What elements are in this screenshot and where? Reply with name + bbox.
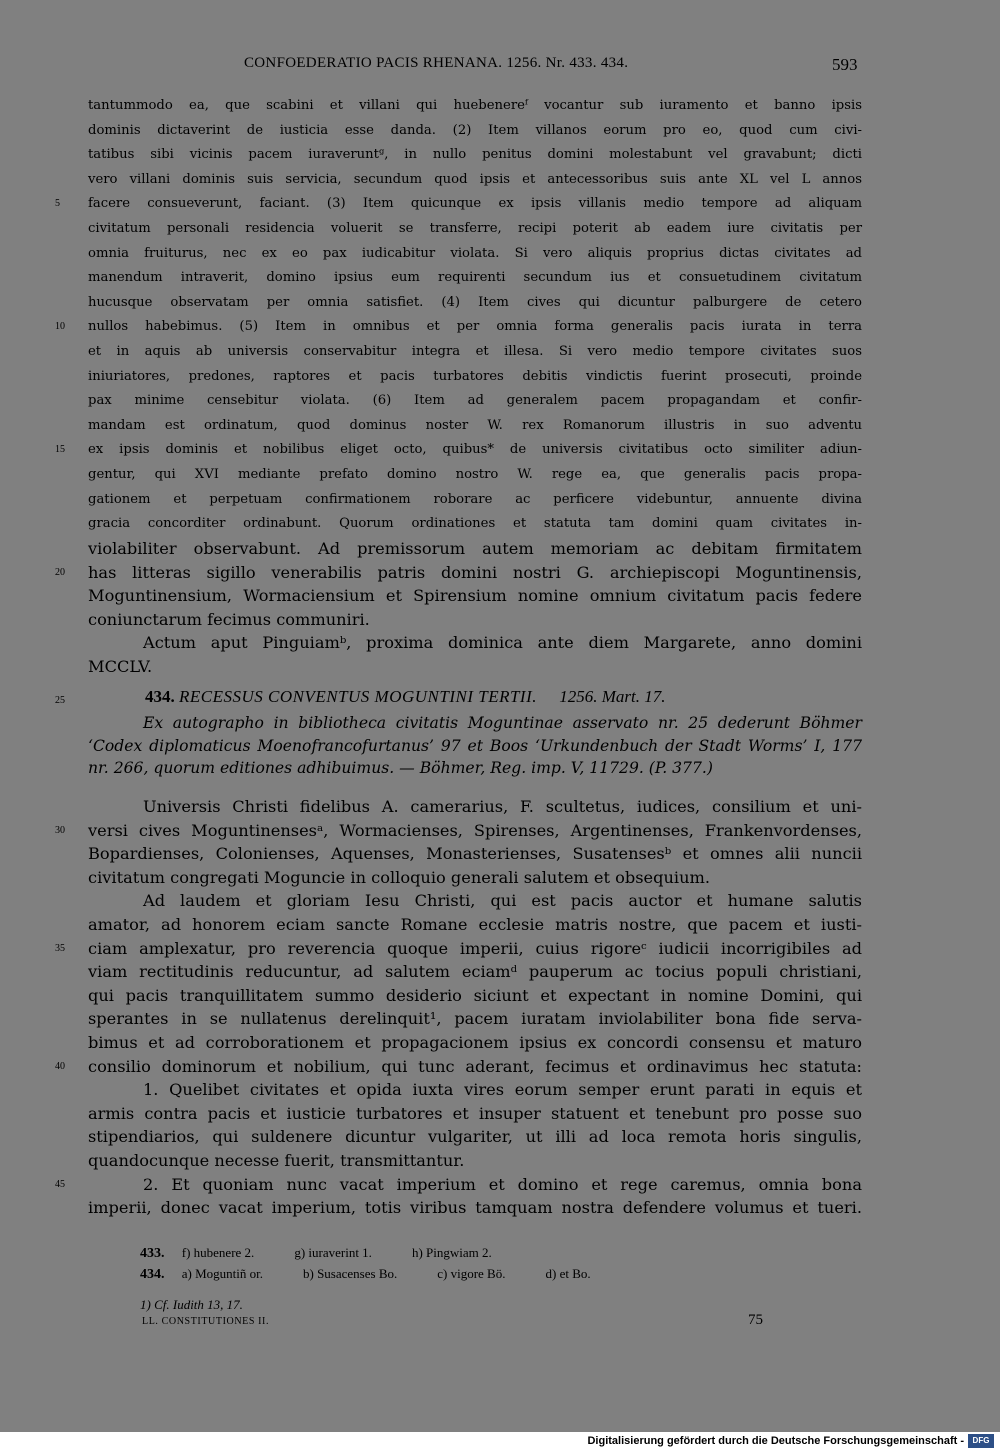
doc-434-text <box>55 795 862 1220</box>
signature-number: 75 <box>748 1312 763 1328</box>
body-line <box>88 217 862 242</box>
body-line <box>55 819 862 843</box>
body-line <box>88 795 862 819</box>
source-note <box>88 712 862 780</box>
footnotes-433 <box>140 1242 840 1263</box>
body-line <box>88 842 862 866</box>
line-text: ciam amplexatur, pro reverencia quoque imperii, cuius rigoreᶜ iudicii incorrigibiles ad <box>88 938 862 958</box>
body-line <box>88 512 862 537</box>
line-text: amator, ad honorem eciam sancte Romane ecclesie matris nostre, que pacem et iusti- <box>88 914 862 934</box>
body-line <box>88 266 862 291</box>
doc-433-closing <box>55 537 862 679</box>
body-line <box>55 438 862 463</box>
body-line <box>88 584 862 608</box>
body-line <box>88 463 862 488</box>
line-number: 35 <box>55 942 65 954</box>
line-text: gationem et perpetuam confirmationem roborare ac perficere videbuntur, annuente divina <box>88 491 862 507</box>
footnotes-434 <box>140 1263 840 1284</box>
body-line <box>88 889 862 913</box>
line-text: Moguntinensium, Wormaciensium et Spirensium nomine omnium civitatum pacis federe <box>88 586 862 606</box>
footnote-doc-label: 434. <box>140 1267 165 1282</box>
body-line <box>55 315 862 340</box>
footnote-item: b) Susacenses Bo. <box>303 1266 398 1281</box>
line-text: 1. Quelibet civitates et opida iuxta vires eorum semper erunt parati in equis et <box>143 1080 862 1100</box>
line-text: Ad laudem et gloriam Iesu Christi, qui est pacis auctor et humane salutis <box>143 891 862 911</box>
doc-number: 434. <box>145 687 175 706</box>
line-number: 30 <box>55 824 65 836</box>
line-text: manendum intraverit, domino ipsius eum requirenti secundum ius et consuetudinem civitatum <box>88 270 862 286</box>
body-line <box>55 937 862 961</box>
body-line <box>88 537 862 561</box>
line-number: 15 <box>55 444 65 456</box>
line-text: vero villani dominis suis servicia, secundum quod ipsis et antecessoribus suis ante XL vel L annos <box>88 171 862 187</box>
body-line <box>88 608 862 632</box>
footnote-1: 1) Cf. Iudith 13, 17. <box>140 1297 243 1312</box>
line-text: quandocunque necesse fuerit, transmittantur. <box>88 1150 465 1170</box>
footnote-doc-label: 433. <box>140 1246 165 1261</box>
line-number: 5 <box>55 198 60 210</box>
body-line <box>88 866 862 890</box>
line-text: dominis dictaverint de iusticia esse danda. (2) Item villanos eorum pro eo, quod cum civi- <box>88 122 862 138</box>
line-text: facere consueverunt, faciant. (3) Item quicunque ex ipsis villanis medio tempore ad aliquam <box>88 196 862 212</box>
line-text: nullos habebimus. (5) Item in omnibus et per omnia forma generalis pacis iurata in terra <box>88 319 862 335</box>
line-text: consilio dominorum et nobilium, qui tunc aderant, fecimus et ordinavimus hec statuta: <box>88 1056 862 1076</box>
body-line <box>88 631 862 655</box>
line-text: versi cives Moguntinensesᵃ, Wormacienses, Spirenses, Argentinenses, Frankenvordenses, <box>88 820 862 840</box>
line-text: tantummodo ea, que scabini et villani qui huebenereᶠ vocantur sub iuramento et banno ipsis <box>88 98 862 113</box>
body-line <box>88 655 862 679</box>
line-text: pax minime censebitur violata. (6) Item ad generalem pacem propagandam et confir- <box>88 393 862 409</box>
body-line <box>88 242 862 267</box>
footnotes <box>140 1242 840 1315</box>
line-text: et in aquis ab universis conservabitur integra et illesa. Si vero medio tempore civitates suos <box>88 343 862 359</box>
line-text: mandam est ordinatum, quod dominus noster W. rex Romanorum illustris in suo adventu <box>88 417 862 433</box>
body-line <box>88 414 862 439</box>
signature-mark: LL. CONSTITUTIONES II. <box>142 1316 270 1327</box>
body-line <box>88 365 862 390</box>
line-text: omnia fruiturus, nec ex eo pax iudicabitur violata. Si vero aliquis proprius dictas civitates ad <box>88 245 862 261</box>
footnote-item: a) Moguntiñ or. <box>181 1266 263 1281</box>
body-line <box>88 143 862 168</box>
line-text: bimus et ad corroborationem et propagacionem ipsius ex concordi consensu et maturo <box>88 1032 862 1052</box>
body-line <box>88 1007 862 1031</box>
line-text: iniuriatores, predones, raptores et pacis turbatores debitis vindictis fuerint prosecuti, proinde <box>88 368 862 384</box>
footnote-item: g) iuraverint 1. <box>294 1245 372 1260</box>
doc-434-heading <box>145 687 666 707</box>
line-text: ex ipsis dominis et nobilibus eliget octo, quibus* de universis civitatibus octo similiter adiun- <box>88 442 862 458</box>
body-line <box>88 1031 862 1055</box>
body-line <box>55 1173 862 1197</box>
funding-text[interactable]: Digitalisierung gefördert durch die Deutsche Forschungsgemeinschaft - <box>587 1435 964 1447</box>
body-line <box>88 1125 862 1149</box>
footnote-item: c) vigore Bö. <box>437 1266 506 1281</box>
line-text: Actum aput Pinguiamᵇ, proxima dominica ante diem Margarete, anno domini <box>143 633 862 653</box>
line-text: civitatum personali residencia voluerit se transferre, recipi poterit ab eadem iure civitatis per <box>88 220 862 236</box>
page-header <box>0 55 1000 79</box>
body-line <box>88 119 862 144</box>
source-line <box>88 735 862 758</box>
line-text: viam rectitudinis reducuntur, ad salutem eciamᵈ pauperum ac tocius populi christiani, <box>88 962 862 982</box>
line-number: 25 <box>55 695 65 706</box>
running-title: CONFOEDERATIO PACIS RHENANA. 1256. Nr. 433. 434. <box>244 55 629 71</box>
body-line <box>55 1055 862 1079</box>
dfg-logo-icon[interactable]: DFG <box>968 1434 994 1448</box>
line-text: sperantes in se nullatenus derelinquit¹, pacem iuratam inviolabiliter bona fide serva- <box>88 1009 862 1029</box>
line-text: 2. Et quoniam nunc vacat imperium et domino et rege caremus, omnia bona <box>143 1174 862 1194</box>
source-line <box>88 757 862 780</box>
line-text: Bopardienses, Colonienses, Aquenses, Monasterienses, Susatensesᵇ et omnes alii nuncii <box>88 844 862 864</box>
line-text: has litteras sigillo venerabilis patris domini nostri G. archiepiscopi Moguntinensis, <box>88 562 862 582</box>
body-line <box>88 389 862 414</box>
line-text: qui pacis tranquillitatem summo desiderio siciunt et expectant in nomine Domini, qui <box>88 985 862 1005</box>
body-line <box>88 1149 862 1173</box>
body-line <box>88 168 862 193</box>
page-number: 593 <box>832 55 858 74</box>
doc-433-continuation <box>55 94 862 537</box>
line-text: tatibus sibi vicinis pacem iuraveruntᵍ, in nullo penitus domini molestabunt vel gravabunt; dicti <box>88 147 862 163</box>
body-line <box>88 488 862 513</box>
doc-date: 1256. Mart. 17. <box>559 687 666 706</box>
line-text: MCCLV. <box>88 656 153 676</box>
line-number: 40 <box>55 1060 65 1072</box>
footnote-item: f) hubenere 2. <box>181 1245 255 1260</box>
line-text: gracia concorditer ordinabunt. Quorum ordinationes et statuta tam domini quam civitates in- <box>88 516 862 532</box>
line-number: 10 <box>55 321 65 333</box>
line-number: 20 <box>55 566 65 578</box>
line-text: civitatum congregati Moguncie in colloquio generali salutem et obsequium. <box>88 867 711 887</box>
body-line <box>88 984 862 1008</box>
line-number: 45 <box>55 1178 65 1190</box>
line-text: Ex autographo in bibliotheca civitatis Moguntinae asservato nr. 25 dederunt Böhmer <box>143 714 862 732</box>
footnote-item: d) et Bo. <box>545 1266 591 1281</box>
body-line <box>88 1078 862 1102</box>
line-text: gentur, qui XVI mediante prefato domino nostro W. rege ea, que generalis pacis propa- <box>88 466 862 482</box>
line-text: hucusque observatam per omnia satisfiet. (4) Item cives qui dicuntur palburgere de cetero <box>88 294 862 310</box>
body-line <box>88 960 862 984</box>
line-text: ‘Codex diplomaticus Moenofrancofurtanus’ 97 et Boos ‘Urkundenbuch der Stadt Worms’ I, 177 <box>88 736 862 755</box>
line-text: coniunctarum fecimus communiri. <box>88 609 370 629</box>
body-line <box>88 913 862 937</box>
body-line <box>88 291 862 316</box>
line-text: imperii, donec vacat imperium, totis viribus tamquam nostra defendere volumus et tueri. <box>88 1198 862 1218</box>
body-line <box>88 340 862 365</box>
body-line <box>55 192 862 217</box>
line-text: violabiliter observabunt. Ad premissorum autem memoriam ac debitam firmitatem <box>88 539 862 558</box>
line-text: stipendiarios, qui suldenere dicuntur vulgariter, ut illi ad loca remota horis singulis, <box>88 1127 862 1147</box>
doc-title: RECESSUS CONVENTUS MOGUNTINI TERTII. <box>179 687 538 706</box>
body-line <box>88 1102 862 1126</box>
line-text: nr. 266, quorum editiones adhibuimus. — Böhmer, Reg. imp. V, 11729. (P. 377.) <box>88 759 713 778</box>
body-line <box>88 94 862 119</box>
body-line <box>55 561 862 585</box>
funding-footer <box>0 1432 1000 1451</box>
line-text: armis contra pacis et iusticie turbatores et insuper statuent et tenebunt pro posse suo <box>88 1103 862 1123</box>
body-line <box>88 1196 862 1220</box>
footnote-item: h) Pingwiam 2. <box>411 1245 492 1260</box>
source-line <box>88 712 862 735</box>
line-text: Universis Christi fidelibus A. camerarius, F. scultetus, iudices, consilium et uni- <box>143 797 862 816</box>
